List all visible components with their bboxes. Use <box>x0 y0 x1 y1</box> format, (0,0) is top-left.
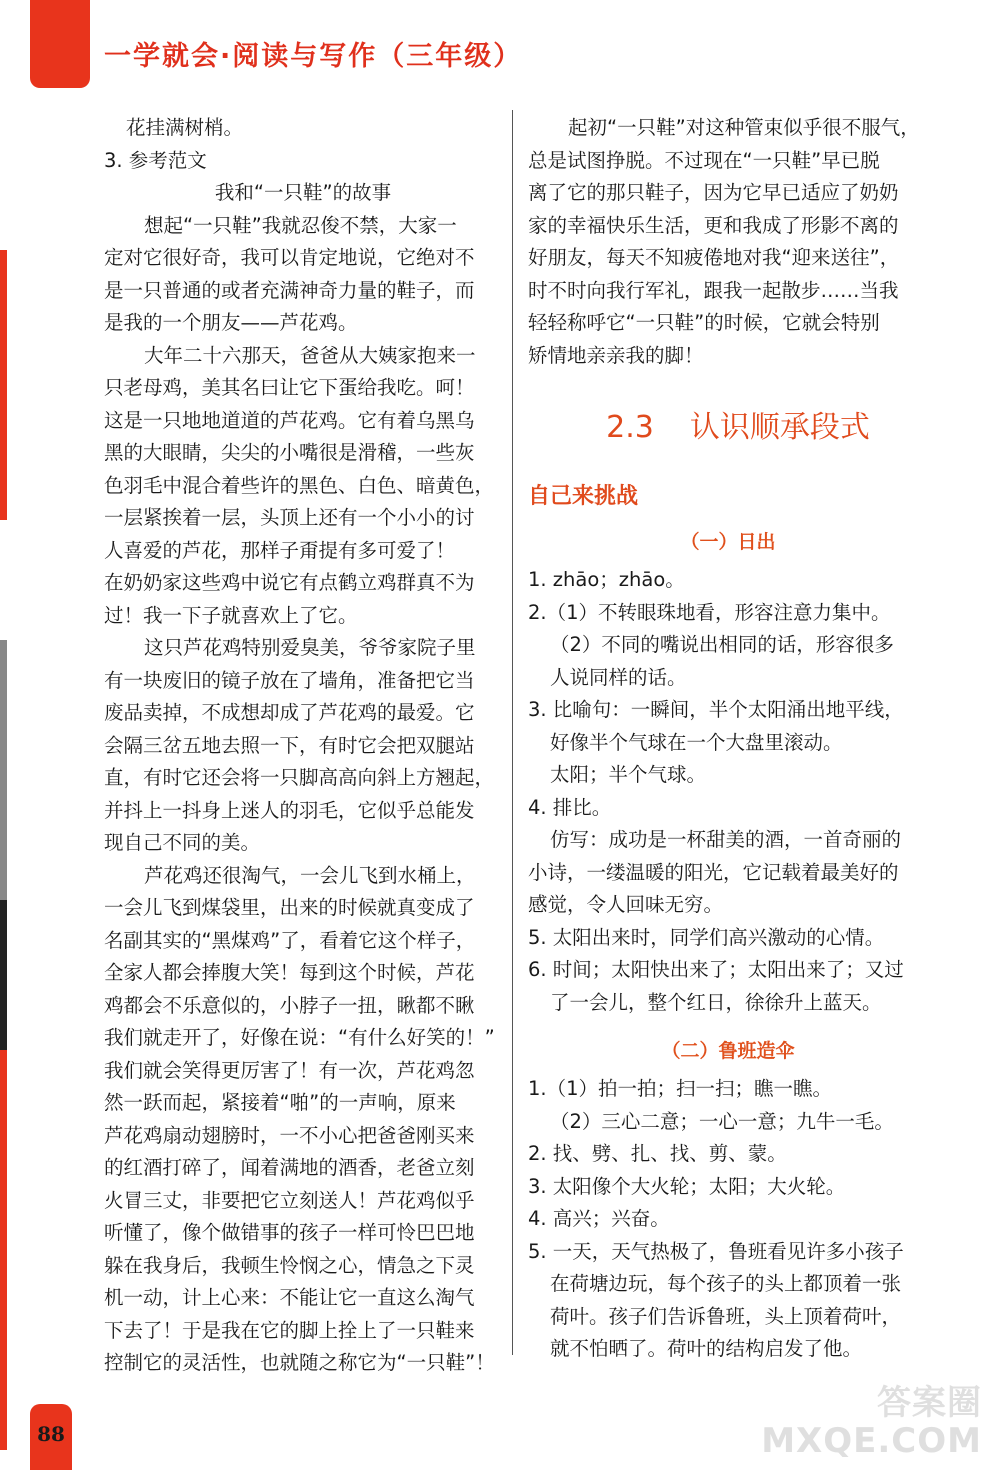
text-line: 4. 高兴；兴奋。 <box>528 1207 670 1230</box>
text-line: 黑的大眼睛，尖尖的小嘴很是滑稽，一些灰 <box>104 441 475 464</box>
header-tab-decoration <box>30 0 90 88</box>
book-title: 一学就会·阅读与写作（三年级） <box>104 41 523 72</box>
text-line: 1. zhāo；zhāo。 <box>528 568 685 591</box>
text-line: 1.（1）拍一拍；扫一扫；瞧一瞧。 <box>528 1077 833 1100</box>
text-line: 5. 太阳出来时，同学们高兴激动的心情。 <box>528 925 885 949</box>
page-number-tab <box>30 1404 72 1470</box>
text-line: 大年二十六那天，爸爸从大姨家抱来一 <box>144 343 476 367</box>
watermark-logo-text: 答案圈 <box>877 1383 982 1423</box>
text-line: 人喜爱的芦花，那样子甭提有多可爱了！ <box>104 538 456 562</box>
text-line: 然一跃而起，紧接着“啪”的一声响，原来 <box>104 1091 456 1114</box>
section-title <box>548 398 928 458</box>
text-line: 好朋友，每天不知疲倦地对我“迎来送往”， <box>528 246 900 269</box>
watermark-url: MXQE.COM <box>761 1421 982 1461</box>
text-line: 2. 找、劈、扎、找、剪、蒙。 <box>528 1142 787 1165</box>
text-line: 了一会儿，整个红日，徐徐升上蓝天。 <box>550 990 882 1014</box>
text-line: 时不时向我行军礼，跟我一起散步……当我 <box>528 278 899 302</box>
text-line: 3. 太阳像个大火轮；太阳；大火轮。 <box>528 1174 846 1198</box>
text-line: 好像半个气球在一个大盘里滚动。 <box>550 730 843 754</box>
text-line: 是一只普通的或者充满神奇力量的鞋子，而 <box>104 278 475 302</box>
watermark <box>761 1384 982 1460</box>
text-line: 会隔三岔五地去照一下，有时它会把双腿站 <box>104 733 475 757</box>
text-line: 火冒三丈，非要把它立刻送人！芦花鸡似乎 <box>104 1188 475 1212</box>
text-line: 感觉，令人回味无穷。 <box>528 893 724 916</box>
page-number: 88 <box>37 1422 65 1446</box>
part2-answers <box>528 1073 928 1366</box>
text-line: 3. 比喻句：一瞬间，半个太阳涌出地平线， <box>528 698 904 721</box>
text-line: 矫情地亲亲我的脚！ <box>528 343 704 367</box>
text-line: 小诗，一缕温暖的阳光，它记载着最美好的 <box>528 860 899 884</box>
section-number: 2.3 <box>606 410 654 445</box>
text-line: 的红酒打碎了，闻着满地的酒香，老爸立刻 <box>104 1156 475 1179</box>
text-line: 这只芦花鸡特别爱臭美，爷爷家院子里 <box>144 636 476 659</box>
left-column <box>104 112 502 1380</box>
section-name: 认识顺承段式 <box>689 410 870 445</box>
text-line: 鸡都会不乐意似的，小脖子一扭，瞅都不瞅 <box>104 993 475 1017</box>
text-line: 芦花鸡扇动翅膀时，一不小心把爸爸刚买来 <box>104 1123 475 1147</box>
text-line: 听懂了，像个做错事的孩子一样可怜巴巴地 <box>104 1221 475 1244</box>
text-line: 是我的一个朋友——芦花鸡。 <box>104 311 358 334</box>
text-line: 仿写：成功是一杯甜美的酒，一首奇丽的 <box>550 828 902 851</box>
text-line: 离了它的那只鞋子，因为它早已适应了奶奶 <box>528 181 899 204</box>
text-line: 想起“一只鞋”我就忍俊不禁，大家一 <box>144 213 457 237</box>
text-line: 花挂满树梢。 <box>126 116 244 139</box>
right-column <box>528 112 928 1366</box>
text-line: 4. 排比。 <box>528 795 612 819</box>
text-line: 荷叶。孩子们告诉鲁班，头上顶着荷叶， <box>550 1304 902 1328</box>
text-line: 我们就会笑得更厉害了！有一次，芦花鸡忽 <box>104 1058 475 1082</box>
text-line: 全家人都会捧腹大笑！每到这个时候，芦花 <box>104 961 475 984</box>
text-line: 过！我一下子就喜欢上了它。 <box>104 603 358 627</box>
text-line: 一会儿飞到煤袋里，出来的时候就真变成了 <box>104 896 475 919</box>
text-line: 定对它很好奇，我可以肯定地说，它绝对不 <box>104 246 475 269</box>
text-line: 就不怕晒了。荷叶的结构启发了他。 <box>550 1337 863 1360</box>
text-line: 起初“一只鞋”对这种管束似乎很不服气， <box>568 116 920 139</box>
text-line: 总是试图挣脱。不过现在“一只鞋”早已脱 <box>528 148 880 172</box>
text-line: （2）不同的嘴说出相同的话，形容很多 <box>550 633 894 656</box>
text-line: 只老母鸡，美其名曰让它下蛋给我吃。呵！ <box>104 376 475 399</box>
side-strip-gray <box>0 640 7 900</box>
side-strip-red-lower <box>0 1050 7 1450</box>
text-line: 躲在我身后，我顿生怜悯之心，情急之下灵 <box>104 1253 475 1277</box>
part1-answers <box>528 564 928 1019</box>
story-text-continued <box>528 112 928 372</box>
text-line: 轻轻称呼它“一只鞋”的时候，它就会特别 <box>528 311 880 334</box>
column-divider <box>512 110 513 1355</box>
side-strip-dark <box>0 900 7 1050</box>
part2-heading: （二）鲁班造伞 <box>661 1040 795 1062</box>
side-strip-red <box>0 250 7 520</box>
text-line: 控制它的灵活性，也就随之称它为“一只鞋”！ <box>104 1351 495 1374</box>
text-line: 我和“一只鞋”的故事 <box>214 181 392 204</box>
text-line: 2.（1）不转眼珠地看，形容注意力集中。 <box>528 600 891 624</box>
text-line: 家的幸福快乐生活，更和我成了形影不离的 <box>528 213 899 237</box>
text-line: 芦花鸡还很淘气，一会儿飞到水桶上， <box>144 863 476 887</box>
text-line: 直，有时它还会将一只脚高高向斜上方翘起， <box>104 766 495 789</box>
challenge-heading: 自己来挑战 <box>528 484 639 509</box>
text-line: 色羽毛中混合着些许的黑色、白色、暗黄色， <box>104 473 495 497</box>
text-line: 有一块废旧的镜子放在了墙角，准备把它当 <box>104 668 475 692</box>
text-line: （2）三心二意；一心一意；九牛一毛。 <box>550 1109 894 1133</box>
part1-heading: （一）日出 <box>680 531 776 553</box>
story-text <box>104 112 502 1380</box>
text-line: 这是一只地地道道的芦花鸡。它有着乌黑乌 <box>104 408 475 432</box>
text-line: 人说同样的话。 <box>550 665 687 689</box>
text-line: 下去了！于是我在它的脚上拴上了一只鞋来 <box>104 1318 475 1342</box>
text-line: 名副其实的“黑煤鸡”了，看着它这个样子， <box>104 928 476 952</box>
text-line: 6. 时间；太阳快出来了；太阳出来了；又过 <box>528 958 904 981</box>
text-line: 并抖上一抖身上迷人的羽毛，它似乎总能发 <box>104 798 475 822</box>
text-line: 太阳；半个气球。 <box>550 763 707 786</box>
text-line: 5. 一天，天气热极了，鲁班看见许多小孩子 <box>528 1239 904 1263</box>
text-line: 现自己不同的美。 <box>104 831 261 854</box>
text-line: 我们就走开了，好像在说：“有什么好笑的！” <box>104 1026 495 1049</box>
text-line: 在奶奶家这些鸡中说它有点鹤立鸡群真不为 <box>104 571 475 594</box>
text-line: 废品卖掉，不成想却成了芦花鸡的最爱。它 <box>104 701 475 724</box>
text-line: 一层紧挨着一层，头顶上还有一个小小的讨 <box>104 506 475 529</box>
text-line: 机一动，计上心来：不能让它一直这么淘气 <box>104 1286 475 1309</box>
text-line: 在荷塘边玩，每个孩子的头上都顶着一张 <box>550 1272 902 1295</box>
text-line: 3. 参考范文 <box>104 148 207 172</box>
